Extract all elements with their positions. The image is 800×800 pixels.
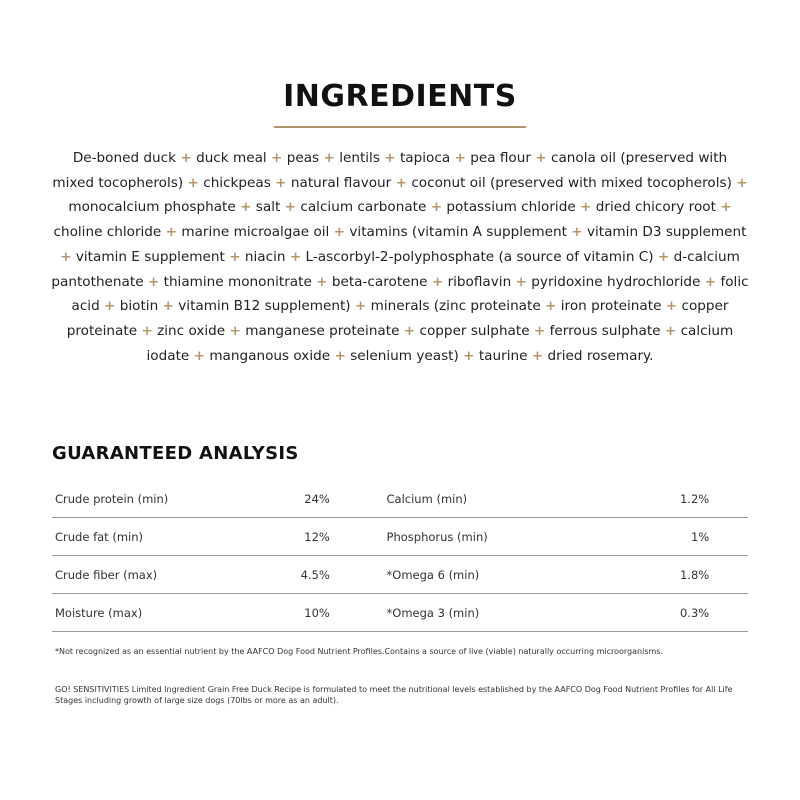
table-row (52, 480, 748, 518)
plus-separator-icon: + (275, 174, 287, 191)
ingredient-item: beta-carotene (331, 273, 428, 290)
ingredient-item: choline chloride (53, 224, 162, 241)
plus-separator-icon: + (535, 150, 547, 166)
plus-separator-icon: + (384, 150, 396, 166)
plus-separator-icon: + (60, 248, 72, 265)
ingredient-item: ferrous sulphate (549, 322, 661, 339)
ingredient-item: copper proteinate (66, 298, 729, 339)
nutrient-value: 1.8% (606, 556, 710, 594)
formulation-statement: GO! SENSITIVITIES Limited Ingredient Grain Free Duck Recipe is formulated to meet the nutritional levels established by the AAFCO Dog Food Nutrient Profiles for All Life Stages including growth of large size dogs (70lbs or more as an adult). (55, 685, 733, 705)
ingredient-item: vitamin D3 supplement (586, 224, 747, 241)
ingredient-item: canola oil (preserved with mixed tocopherols) (52, 150, 728, 191)
plus-separator-icon: + (165, 224, 178, 241)
nutrient-name: Crude protein (min) (52, 480, 249, 518)
plus-separator-icon: + (531, 347, 544, 364)
nutrient-name: Moisture (max) (52, 594, 249, 632)
plus-separator-icon: + (533, 322, 546, 339)
table-row (52, 518, 748, 556)
guaranteed-analysis-table (52, 480, 748, 632)
ingredient-item: lentils (339, 150, 380, 166)
ingredient-item: monocalcium phosphate (68, 199, 236, 216)
ingredient-item: minerals (zinc proteinate (370, 298, 541, 315)
nutrient-value: 1.2% (606, 480, 710, 518)
footnote: *Not recognized as an essential nutrient by the AAFCO Dog Food Nutrient Profiles.Contains a source of live (viable) naturally occurring microorganisms. (55, 647, 663, 656)
plus-separator-icon: + (395, 174, 407, 191)
plus-separator-icon: + (430, 199, 443, 216)
ingredient-item: riboflavin (447, 273, 512, 290)
ingredient-item: calcium carbonate (300, 199, 427, 216)
nutrient-name: Phosphorus (min) (387, 518, 606, 556)
plus-separator-icon: + (104, 298, 116, 315)
ingredient-item: thiamine mononitrate (163, 273, 312, 290)
plus-separator-icon: + (147, 273, 160, 290)
ingredient-item: pyridoxine hydrochloride (531, 273, 701, 290)
ingredient-item: dried chicory root (595, 199, 716, 216)
plus-separator-icon: + (141, 322, 153, 339)
nutrient-value: 1% (606, 518, 710, 556)
plus-separator-icon: + (162, 298, 174, 315)
nutrient-name: Crude fat (min) (52, 518, 249, 556)
ingredients-list (50, 146, 750, 368)
plus-separator-icon: + (657, 248, 670, 265)
ingredient-item: chickpeas (203, 174, 271, 191)
plus-separator-icon: + (323, 150, 335, 166)
ingredient-item: L-ascorbyl-2-polyphosphate (a source of vitamin C) (305, 248, 654, 265)
ingredient-item: salt (255, 199, 281, 216)
plus-separator-icon: + (515, 273, 527, 290)
ingredient-item: pea flour (470, 150, 531, 166)
plus-separator-icon: + (354, 298, 367, 315)
plus-separator-icon: + (545, 298, 557, 315)
ingredient-item: iron proteinate (560, 298, 662, 315)
nutrient-name: *Omega 3 (min) (387, 594, 606, 632)
plus-separator-icon: + (571, 224, 583, 241)
ingredient-item: dried rosemary. (547, 347, 654, 364)
nutrient-name: *Omega 6 (min) (387, 556, 606, 594)
heading-underline (274, 126, 526, 128)
ingredient-item: folic acid (71, 273, 749, 315)
ingredient-item: calcium iodate (146, 322, 734, 364)
nutrient-value: 4.5% (249, 556, 330, 594)
plus-separator-icon: + (187, 174, 199, 191)
ingredient-item: duck meal (196, 150, 267, 166)
plus-separator-icon: + (720, 199, 732, 216)
ingredient-item: selenium yeast) (350, 347, 459, 364)
nutrient-value: 10% (249, 594, 330, 632)
nutrient-name: Crude fiber (max) (52, 556, 249, 594)
plus-separator-icon: + (180, 150, 192, 166)
plus-separator-icon: + (229, 248, 241, 265)
plus-separator-icon: + (463, 347, 475, 364)
plus-separator-icon: + (454, 150, 466, 166)
plus-separator-icon: + (334, 347, 346, 364)
plus-separator-icon: + (403, 322, 416, 339)
ingredient-item: manganese proteinate (245, 322, 400, 339)
ingredient-item: tapioca (399, 150, 451, 166)
plus-separator-icon: + (240, 199, 252, 216)
nutrient-value: 0.3% (606, 594, 710, 632)
ingredient-item: d-calcium pantothenate (51, 248, 740, 290)
ingredient-item: vitamins (vitamin A supplement (349, 224, 567, 241)
ingredient-item: marine microalgae oil (181, 224, 330, 241)
ingredient-item: natural flavour (290, 174, 392, 191)
ingredient-item: coconut oil (preserved with mixed tocopherols) (411, 174, 732, 191)
ingredient-item: potassium chloride (446, 199, 576, 216)
table-row (52, 594, 748, 632)
nutrient-name: Calcium (min) (387, 480, 606, 518)
ingredient-item: manganous oxide (209, 347, 331, 364)
plus-separator-icon: + (580, 199, 592, 216)
ingredient-item: taurine (478, 347, 528, 364)
plus-separator-icon: + (665, 298, 678, 315)
ingredient-item: zinc oxide (157, 322, 226, 339)
plus-separator-icon: + (736, 174, 748, 191)
plus-separator-icon: + (664, 322, 677, 339)
ingredient-item: vitamin E supplement (75, 248, 225, 265)
plus-separator-icon: + (704, 273, 717, 290)
nutrient-value: 12% (249, 518, 330, 556)
plus-separator-icon: + (431, 273, 444, 290)
plus-separator-icon: + (229, 322, 241, 339)
plus-separator-icon: + (333, 224, 346, 241)
guaranteed-analysis-heading: GUARANTEED ANALYSIS (52, 443, 299, 464)
ingredient-item: peas (286, 150, 320, 166)
ingredient-item: vitamin B12 supplement) (178, 298, 351, 315)
ingredient-item: copper sulphate (419, 322, 530, 339)
plus-separator-icon: + (271, 150, 283, 166)
nutrient-value: 24% (249, 480, 330, 518)
ingredient-item: biotin (119, 298, 159, 315)
plus-separator-icon: + (193, 347, 205, 364)
plus-separator-icon: + (289, 248, 302, 265)
ingredient-item: De-boned duck (72, 150, 177, 166)
plus-separator-icon: + (284, 199, 297, 216)
ingredient-item: niacin (244, 248, 286, 265)
table-row (52, 556, 748, 594)
ingredients-heading: INGREDIENTS (283, 79, 517, 114)
plus-separator-icon: + (316, 273, 328, 290)
